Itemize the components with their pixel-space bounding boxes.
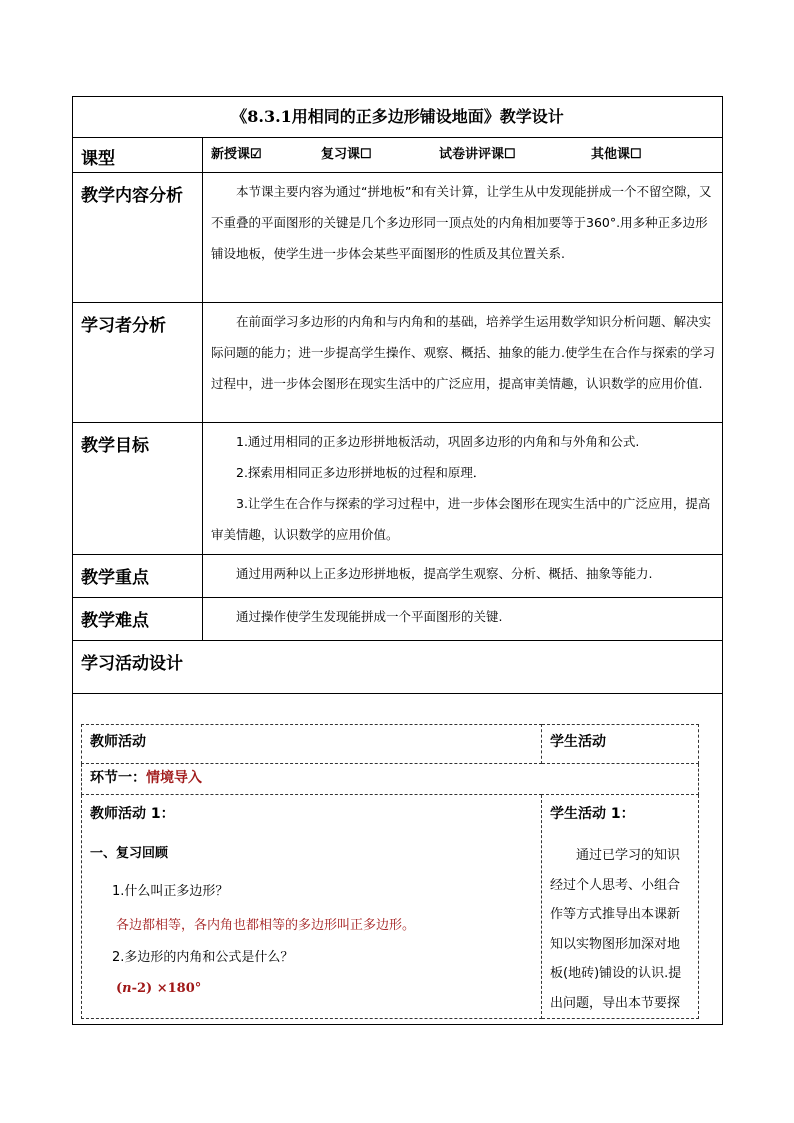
answer-2-formula — [90, 975, 533, 1003]
course-type-other[interactable]: 其他课☐ — [591, 147, 642, 162]
goal-3: 3.让学生在合作与探索的学习过程中，进一步体会图形在现实生活中的广泛应用，提高审美情趣，认识数学的应用价值。 — [211, 496, 711, 542]
difficult-points-text — [203, 598, 723, 641]
question-2: 2.多边形的内角和公式是什么？ — [112, 950, 294, 965]
activity-table — [81, 724, 699, 1019]
teacher-activity-title: 教师活动 1： — [90, 806, 175, 822]
question-1: 1.什么叫正多边形？ — [112, 884, 229, 899]
course-type-label: 课型 — [73, 138, 203, 173]
student-activity-title: 学生活动 1： — [550, 806, 635, 822]
segment-prefix: 环节一： — [90, 770, 146, 786]
segment-name: 情境导入 — [146, 770, 202, 786]
course-type-review[interactable]: 复习课☐ — [321, 147, 372, 162]
course-type-new[interactable]: 新授课☑ — [211, 147, 262, 162]
course-type-exam[interactable]: 试卷讲评课☐ — [439, 147, 516, 162]
review-heading: 一、复习回顾 — [90, 846, 169, 861]
teacher-activity-header: 教师活动 — [82, 725, 542, 764]
goal-1: 1.通过用相同的正多边形拼地板活动，巩固多边形的内角和与外角和公式. — [236, 434, 640, 449]
learner-analysis-label: 学习者分析 — [73, 303, 203, 423]
formula-rest: -2) ×180° — [131, 981, 202, 996]
teaching-goals-label: 教学目标 — [73, 423, 203, 555]
learner-analysis-paragraph: 在前面学习多边形的内角和与内角和的基础，培养学生运用数学知识分析问题、解决实际问题的能力；进一步提高学生操作、观察、概括、抽象的能力.使学生在合作与探索的学习过程中，进一步体会图形在现实生活中的广泛应用，提高审美情趣，认识数学的应用价值. — [211, 314, 715, 391]
content-analysis-text — [203, 173, 723, 303]
key-points-label: 教学重点 — [73, 555, 203, 598]
student-activity-cell — [542, 795, 699, 1019]
activity-design-heading: 学习活动设计 — [73, 641, 723, 694]
content-analysis-label: 教学内容分析 — [73, 173, 203, 303]
goal-2: 2.探索用相同正多边形拼地板的过程和原理． — [236, 465, 486, 480]
teacher-activity-cell — [82, 795, 542, 1019]
lesson-plan-table — [72, 96, 723, 1025]
course-type-options — [203, 138, 723, 173]
activity-design-area — [73, 694, 723, 1025]
student-activity-text: 通过已学习的知识经过个人思考、小组合作等方式推导出本课新知以实物图形加深对地板(地砖)铺设的认识.提出问题，导出本节要探 — [550, 848, 682, 1011]
key-points-paragraph: 通过用两种以上正多边形拼地板，提高学生观察、分析、概括、抽象等能力. — [236, 566, 653, 581]
answer-1: 各边都相等，各内角也都相等的多边形叫正多边形。 — [116, 918, 416, 933]
difficult-points-label: 教学难点 — [73, 598, 203, 641]
student-activity-header: 学生活动 — [542, 725, 699, 764]
learner-analysis-text — [203, 303, 723, 423]
segment-row — [82, 764, 699, 795]
difficult-points-paragraph: 通过操作使学生发现能拼成一个平面图形的关键. — [236, 609, 503, 624]
formula-open-paren: ( — [116, 981, 123, 996]
key-points-text — [203, 555, 723, 598]
document-title: 《8.3.1用相同的正多边形铺设地面》教学设计 — [73, 97, 723, 138]
content-analysis-paragraph: 本节课主要内容为通过“拼地板”和有关计算，让学生从中发现能拼成一个不留空隙，又不重叠的平面图形的关键是几个多边形同一顶点处的内角相加要等于360°.用多种正多边形铺设地板，使学生进一步体会某些平面图形的性质及其位置关系. — [211, 184, 712, 261]
formula-variable: n — [122, 981, 132, 996]
teaching-goals-text — [203, 423, 723, 555]
lesson-plan-page — [72, 96, 722, 1025]
